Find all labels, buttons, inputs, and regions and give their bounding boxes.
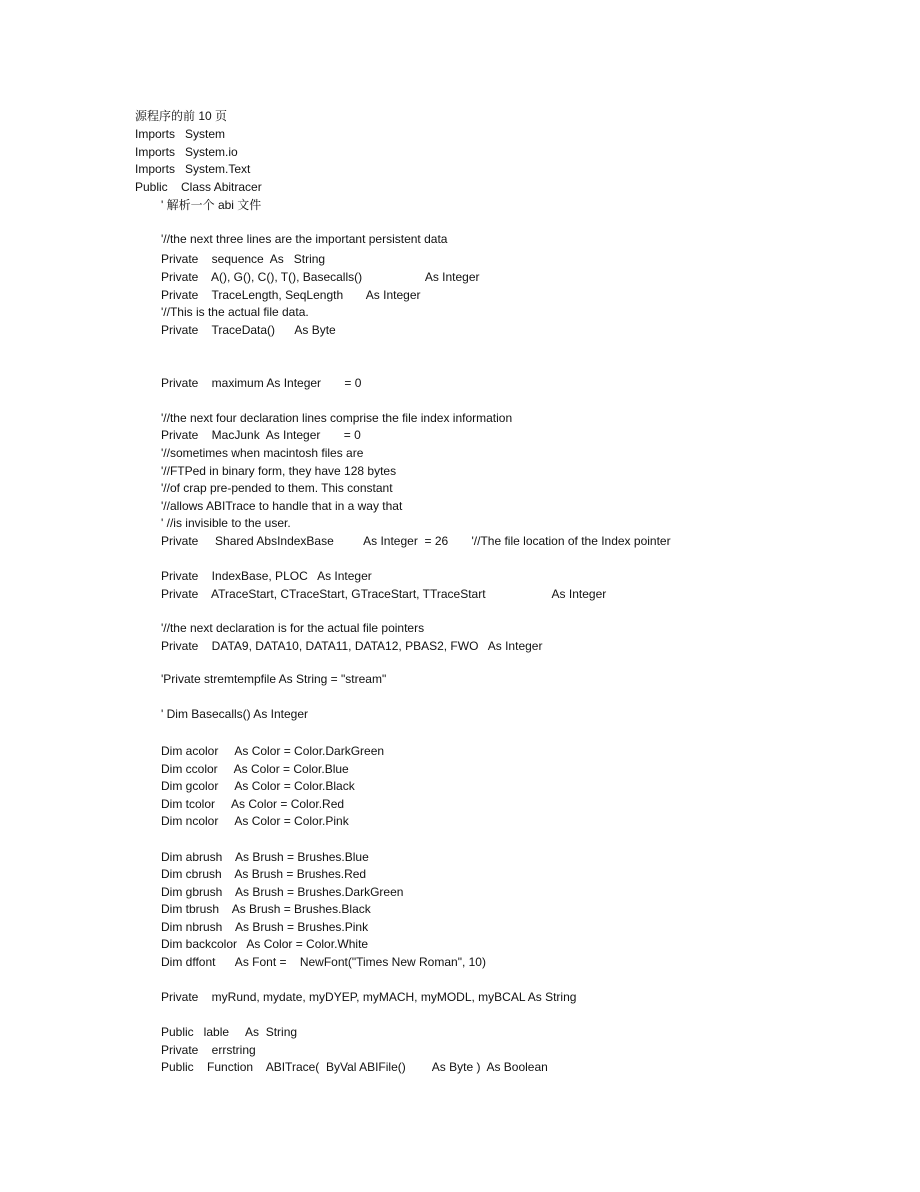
code-comment: ' Dim Basecalls() As Integer [161,707,309,721]
code-line: Dim dffont As Font = NewFont("Times New Roman", 10) [161,955,486,969]
code-line: Dim tcolor As Color = Color.Red [161,797,345,811]
code-line: Private Shared AbsIndexBase As Integer = 26 '//The file location of the Index pointer [161,534,671,548]
code-comment: '//This is the actual file data. [161,305,309,319]
document-heading: 源程序的前 10 页 [135,109,228,123]
code-line: Imports System [135,127,226,141]
code-line: Public lable As String [161,1025,298,1039]
code-comment: '//the next four declaration lines comprise the file index information [161,411,513,425]
code-line: Dim abrush As Brush = Brushes.Blue [161,850,369,864]
code-line: Private maximum As Integer = 0 [161,376,362,390]
code-line: Private myRund, mydate, myDYEP, myMACH, myMODL, myBCAL As String [161,990,577,1004]
code-line: Private DATA9, DATA10, DATA11, DATA12, PBAS2, FWO As Integer [161,639,543,653]
code-comment: 'Private stremtempfile As String = "stream" [161,672,387,686]
code-line: Private sequence As String [161,252,326,266]
code-comment: '//allows ABITrace to handle that in a way that [161,499,403,513]
code-comment: '//the next declaration is for the actual file pointers [161,621,425,635]
code-line: Imports System.io [135,145,238,159]
code-comment: ' //is invisible to the user. [161,516,291,530]
code-comment: ' 解析一个 abi 文件 [161,198,262,212]
code-line: Dim ccolor As Color = Color.Blue [161,762,349,776]
code-line: Private TraceLength, SeqLength As Integer [161,288,421,302]
code-line: Imports System.Text [135,162,251,176]
code-line: Dim gbrush As Brush = Brushes.DarkGreen [161,885,404,899]
code-line: Private MacJunk As Integer = 0 [161,428,361,442]
code-line: Dim gcolor As Color = Color.Black [161,779,355,793]
code-line: Dim nbrush As Brush = Brushes.Pink [161,920,369,934]
code-comment: '//of crap pre-pended to them. This constant [161,481,393,495]
code-comment: '//FTPed in binary form, they have 128 bytes [161,464,397,478]
code-line: Private ATraceStart, CTraceStart, GTraceStart, TTraceStart As Integer [161,587,607,601]
code-line: Dim acolor As Color = Color.DarkGreen [161,744,385,758]
code-comment: '//the next three lines are the important persistent data [161,232,448,246]
code-line: Public Class Abitracer [135,180,262,194]
code-line: Dim cbrush As Brush = Brushes.Red [161,867,367,881]
code-line: Public Function ABITrace( ByVal ABIFile() As Byte ) As Boolean [161,1060,548,1074]
code-line: Private errstring [161,1043,256,1057]
code-line: Private TraceData() As Byte [161,323,336,337]
code-comment: '//sometimes when macintosh files are [161,446,364,460]
code-line: Dim ncolor As Color = Color.Pink [161,814,349,828]
code-line: Private IndexBase, PLOC As Integer [161,569,372,583]
code-line: Dim tbrush As Brush = Brushes.Black [161,902,371,916]
code-line: Private A(), G(), C(), T(), Basecalls() As Integer [161,270,480,284]
code-line: Dim backcolor As Color = Color.White [161,937,369,951]
